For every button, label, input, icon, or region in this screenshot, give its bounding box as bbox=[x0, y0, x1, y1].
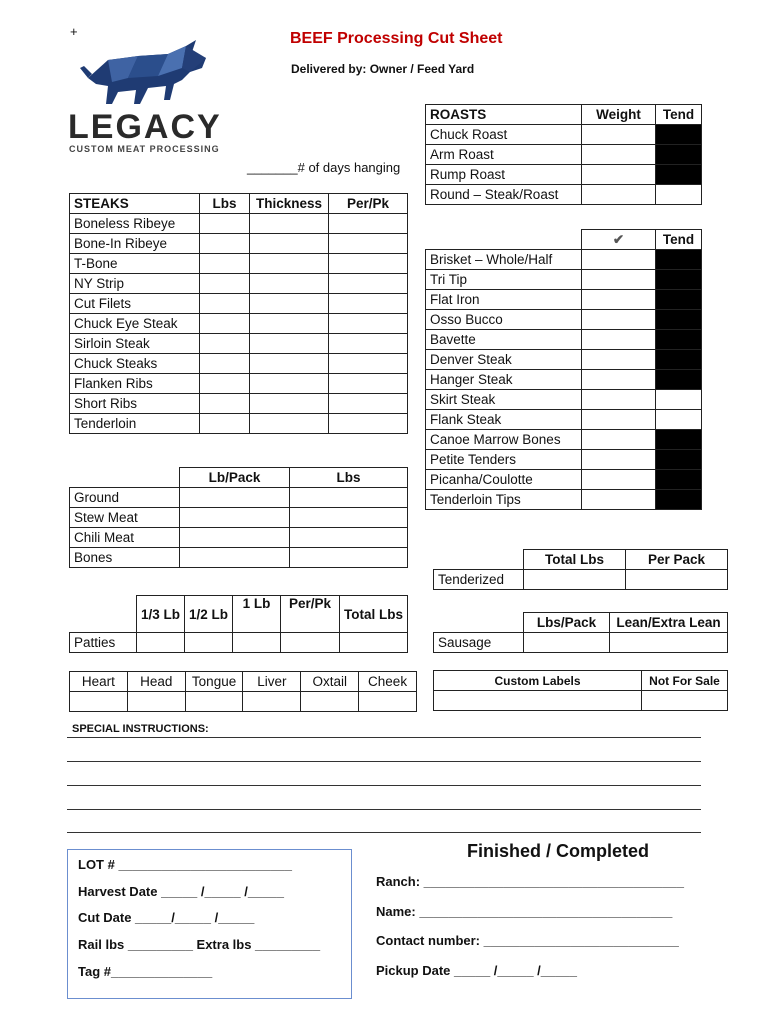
instructions-line[interactable] bbox=[67, 809, 701, 810]
cut-label: Picanha/Coulotte bbox=[426, 470, 582, 490]
tend-cell-blacked bbox=[656, 470, 702, 490]
lbs-cell[interactable] bbox=[200, 294, 250, 314]
blank-header bbox=[70, 596, 137, 633]
tend-cell-blacked bbox=[656, 270, 702, 290]
lbs-cell[interactable] bbox=[200, 394, 250, 414]
lbs-pack-header: Lbs/Pack bbox=[524, 613, 610, 633]
per-pk-cell[interactable] bbox=[329, 374, 408, 394]
steak-label: Sirloin Steak bbox=[70, 334, 200, 354]
lbs-cell[interactable] bbox=[200, 334, 250, 354]
tend-cell[interactable] bbox=[656, 390, 702, 410]
tend-cell-blacked bbox=[656, 250, 702, 270]
patties-table bbox=[69, 595, 408, 653]
lbs-cell[interactable] bbox=[200, 234, 250, 254]
check-cell[interactable] bbox=[582, 390, 656, 410]
special-instructions-label: SPECIAL INSTRUCTIONS: bbox=[72, 723, 209, 735]
tend-cell-blacked bbox=[656, 490, 702, 510]
logo-tagline: CUSTOM MEAT PROCESSING bbox=[69, 144, 220, 154]
roast-label: Rump Roast bbox=[426, 165, 582, 185]
cut-label: Hanger Steak bbox=[426, 370, 582, 390]
per-pack-header: Per Pack bbox=[626, 550, 728, 570]
lbs-cell[interactable] bbox=[290, 488, 408, 508]
harvest-date-field[interactable]: Harvest Date _____ /_____ /_____ bbox=[78, 884, 284, 899]
per-pk-cell[interactable] bbox=[329, 354, 408, 374]
patty-cell[interactable] bbox=[340, 633, 408, 653]
offal-cell[interactable] bbox=[127, 692, 185, 712]
tag-field[interactable]: Tag #______________ bbox=[78, 964, 213, 979]
check-cell[interactable] bbox=[582, 270, 656, 290]
patty-cell[interactable] bbox=[281, 633, 340, 653]
lbs-cell[interactable] bbox=[290, 508, 408, 528]
per-pk-cell[interactable] bbox=[329, 274, 408, 294]
steaks-header: STEAKS bbox=[70, 194, 200, 214]
lbs-cell[interactable] bbox=[200, 254, 250, 274]
cut-label: Brisket – Whole/Half bbox=[426, 250, 582, 270]
thickness-cell[interactable] bbox=[250, 234, 329, 254]
per-pk-cell[interactable] bbox=[329, 234, 408, 254]
ground-table bbox=[69, 467, 408, 568]
check-cell[interactable] bbox=[582, 250, 656, 270]
thickness-header: Thickness bbox=[250, 194, 329, 214]
per-pk-cell[interactable] bbox=[329, 314, 408, 334]
ground-label: Bones bbox=[70, 548, 180, 568]
contact-number-field[interactable]: Contact number: ___________________________ bbox=[376, 933, 679, 948]
thickness-cell[interactable] bbox=[250, 374, 329, 394]
roasts-header: ROASTS bbox=[426, 105, 582, 125]
per-pk-cell[interactable] bbox=[329, 414, 408, 434]
tend-header: Tend bbox=[656, 230, 702, 250]
sausage-label: Sausage bbox=[434, 633, 524, 653]
blank-header bbox=[434, 550, 524, 570]
offal-header: Head bbox=[127, 672, 185, 692]
steak-label: T-Bone bbox=[70, 254, 200, 274]
steak-label: Bone-In Ribeye bbox=[70, 234, 200, 254]
check-cell[interactable] bbox=[582, 450, 656, 470]
custom-labels-cell[interactable] bbox=[434, 691, 642, 711]
days-hanging: _______# of days hanging bbox=[247, 160, 401, 175]
tenderized-table bbox=[433, 549, 728, 590]
offal-cell[interactable] bbox=[359, 692, 417, 712]
instructions-line[interactable] bbox=[67, 832, 701, 833]
logo-wordmark: LEGACY bbox=[68, 108, 222, 146]
offal-table bbox=[69, 671, 417, 712]
check-cell[interactable] bbox=[582, 350, 656, 370]
patty-cell[interactable] bbox=[185, 633, 233, 653]
tend-cell-blacked bbox=[656, 450, 702, 470]
lbs-header: Lbs bbox=[200, 194, 250, 214]
lb-pack-header: Lb/Pack bbox=[180, 468, 290, 488]
tend-cell-blacked bbox=[656, 330, 702, 350]
thickness-cell[interactable] bbox=[250, 394, 329, 414]
tend-cell-blacked bbox=[656, 430, 702, 450]
total-lbs-header: Total Lbs bbox=[340, 596, 408, 633]
roast-label: Chuck Roast bbox=[426, 125, 582, 145]
per-pack-cell[interactable] bbox=[626, 570, 728, 590]
weight-cell[interactable] bbox=[582, 145, 656, 165]
offal-header: Tongue bbox=[185, 672, 243, 692]
offal-cell[interactable] bbox=[243, 692, 301, 712]
lbs-cell[interactable] bbox=[290, 548, 408, 568]
check-cell[interactable] bbox=[582, 330, 656, 350]
check-cell[interactable] bbox=[582, 410, 656, 430]
tend-cell-blacked bbox=[656, 350, 702, 370]
steak-label: Cut Filets bbox=[70, 294, 200, 314]
instructions-line[interactable] bbox=[67, 761, 701, 762]
check-cell[interactable] bbox=[582, 430, 656, 450]
roasts-table bbox=[425, 104, 702, 205]
lbs-pack-cell[interactable] bbox=[524, 633, 610, 653]
thickness-cell[interactable] bbox=[250, 334, 329, 354]
blank-header bbox=[70, 468, 180, 488]
cut-label: Bavette bbox=[426, 330, 582, 350]
tend-cell[interactable] bbox=[656, 185, 702, 205]
half-lb-header: 1/2 Lb bbox=[185, 596, 233, 633]
thickness-cell[interactable] bbox=[250, 414, 329, 434]
cut-label: Skirt Steak bbox=[426, 390, 582, 410]
tend-header: Tend bbox=[656, 105, 702, 125]
check-cell[interactable] bbox=[582, 310, 656, 330]
lbs-cell[interactable] bbox=[200, 274, 250, 294]
cut-label: Osso Bucco bbox=[426, 310, 582, 330]
lbs-cell[interactable] bbox=[200, 354, 250, 374]
custom-labels-header: Custom Labels bbox=[434, 671, 642, 691]
rail-lbs-field[interactable]: Rail lbs _________ Extra lbs _________ bbox=[78, 937, 321, 952]
lbs-cell[interactable] bbox=[200, 214, 250, 234]
cut-label: Petite Tenders bbox=[426, 450, 582, 470]
total-lbs-header: Total Lbs bbox=[524, 550, 626, 570]
instructions-line[interactable] bbox=[67, 785, 701, 786]
offal-header: Oxtail bbox=[301, 672, 359, 692]
thickness-cell[interactable] bbox=[250, 214, 329, 234]
lb-pack-cell[interactable] bbox=[180, 488, 290, 508]
thickness-cell[interactable] bbox=[250, 354, 329, 374]
per-pk-cell[interactable] bbox=[329, 334, 408, 354]
lb-pack-cell[interactable] bbox=[180, 528, 290, 548]
lbs-cell[interactable] bbox=[290, 528, 408, 548]
page-title: BEEF Processing Cut Sheet bbox=[290, 30, 503, 47]
steak-label: Short Ribs bbox=[70, 394, 200, 414]
per-pk-cell[interactable] bbox=[329, 294, 408, 314]
per-pk-header: Per/Pk bbox=[329, 194, 408, 214]
pickup-date-field[interactable]: Pickup Date _____ /_____ /_____ bbox=[376, 963, 577, 978]
offal-cell[interactable] bbox=[185, 692, 243, 712]
third-lb-header: 1/3 Lb bbox=[137, 596, 185, 633]
thickness-cell[interactable] bbox=[250, 274, 329, 294]
labels-table bbox=[433, 670, 728, 711]
weight-header: Weight bbox=[582, 105, 656, 125]
name-field[interactable]: Name: ___________________________________ bbox=[376, 904, 673, 919]
cut-date-field[interactable]: Cut Date _____/_____ /_____ bbox=[78, 910, 255, 925]
per-pk-header: Per/Pk bbox=[281, 596, 340, 633]
lb-pack-cell[interactable] bbox=[180, 508, 290, 528]
weight-cell[interactable] bbox=[582, 125, 656, 145]
per-pk-cell[interactable] bbox=[329, 394, 408, 414]
cut-label: Tenderloin Tips bbox=[426, 490, 582, 510]
steak-label: Boneless Ribeye bbox=[70, 214, 200, 234]
weight-cell[interactable] bbox=[582, 185, 656, 205]
total-lbs-cell[interactable] bbox=[524, 570, 626, 590]
steak-label: Chuck Eye Steak bbox=[70, 314, 200, 334]
roast-label: Round – Steak/Roast bbox=[426, 185, 582, 205]
offal-cell[interactable] bbox=[70, 692, 128, 712]
sausage-table bbox=[433, 612, 728, 653]
lean-header: Lean/Extra Lean bbox=[610, 613, 728, 633]
lbs-cell[interactable] bbox=[200, 314, 250, 334]
roast-label: Arm Roast bbox=[426, 145, 582, 165]
delivered-by: Delivered by: Owner / Feed Yard bbox=[291, 62, 475, 76]
tend-cell-blacked bbox=[656, 310, 702, 330]
lbs-cell[interactable] bbox=[200, 414, 250, 434]
blank-header bbox=[434, 613, 524, 633]
ground-label: Stew Meat bbox=[70, 508, 180, 528]
check-cell[interactable] bbox=[582, 470, 656, 490]
offal-header: Heart bbox=[70, 672, 128, 692]
offal-cell[interactable] bbox=[301, 692, 359, 712]
per-pk-cell[interactable] bbox=[329, 254, 408, 274]
blank-header bbox=[426, 230, 582, 250]
bull-logo-icon bbox=[78, 38, 218, 110]
cut-label: Flank Steak bbox=[426, 410, 582, 430]
check-cell[interactable] bbox=[582, 490, 656, 510]
lbs-cell[interactable] bbox=[200, 374, 250, 394]
tend-cell-blacked bbox=[656, 165, 702, 185]
per-pk-cell[interactable] bbox=[329, 214, 408, 234]
ground-label: Ground bbox=[70, 488, 180, 508]
check-cell[interactable] bbox=[582, 290, 656, 310]
tend-cell-blacked bbox=[656, 145, 702, 165]
checkmark-icon: ✔ bbox=[582, 230, 656, 250]
one-lb-header: 1 Lb bbox=[233, 596, 281, 633]
tend-cell[interactable] bbox=[656, 410, 702, 430]
thickness-cell[interactable] bbox=[250, 294, 329, 314]
lot-number-field[interactable]: LOT # ________________________ bbox=[78, 857, 292, 872]
patty-cell[interactable] bbox=[137, 633, 185, 653]
plus-mark: + bbox=[70, 24, 78, 39]
steak-label: NY Strip bbox=[70, 274, 200, 294]
cut-label: Flat Iron bbox=[426, 290, 582, 310]
ranch-field[interactable]: Ranch: ____________________________________ bbox=[376, 874, 684, 889]
thickness-cell[interactable] bbox=[250, 314, 329, 334]
tend-cell-blacked bbox=[656, 370, 702, 390]
lean-cell[interactable] bbox=[610, 633, 728, 653]
thickness-cell[interactable] bbox=[250, 254, 329, 274]
check-cell[interactable] bbox=[582, 370, 656, 390]
tenderized-label: Tenderized bbox=[434, 570, 524, 590]
steak-label: Chuck Steaks bbox=[70, 354, 200, 374]
patty-cell[interactable] bbox=[233, 633, 281, 653]
cut-label: Tri Tip bbox=[426, 270, 582, 290]
lb-pack-cell[interactable] bbox=[180, 548, 290, 568]
steak-label: Tenderloin bbox=[70, 414, 200, 434]
instructions-line[interactable] bbox=[67, 737, 701, 738]
cut-label: Canoe Marrow Bones bbox=[426, 430, 582, 450]
patties-label: Patties bbox=[70, 633, 137, 653]
steak-label: Flanken Ribs bbox=[70, 374, 200, 394]
finished-title: Finished / Completed bbox=[467, 841, 650, 861]
tend-cell-blacked bbox=[656, 125, 702, 145]
weight-cell[interactable] bbox=[582, 165, 656, 185]
lbs-header: Lbs bbox=[290, 468, 408, 488]
offal-header: Cheek bbox=[359, 672, 417, 692]
offal-header: Liver bbox=[243, 672, 301, 692]
ground-label: Chili Meat bbox=[70, 528, 180, 548]
not-for-sale-header: Not For Sale bbox=[642, 671, 728, 691]
cut-label: Denver Steak bbox=[426, 350, 582, 370]
specialty-table bbox=[425, 229, 702, 510]
not-for-sale-cell[interactable] bbox=[642, 691, 728, 711]
steaks-table bbox=[69, 193, 408, 434]
tend-cell-blacked bbox=[656, 290, 702, 310]
